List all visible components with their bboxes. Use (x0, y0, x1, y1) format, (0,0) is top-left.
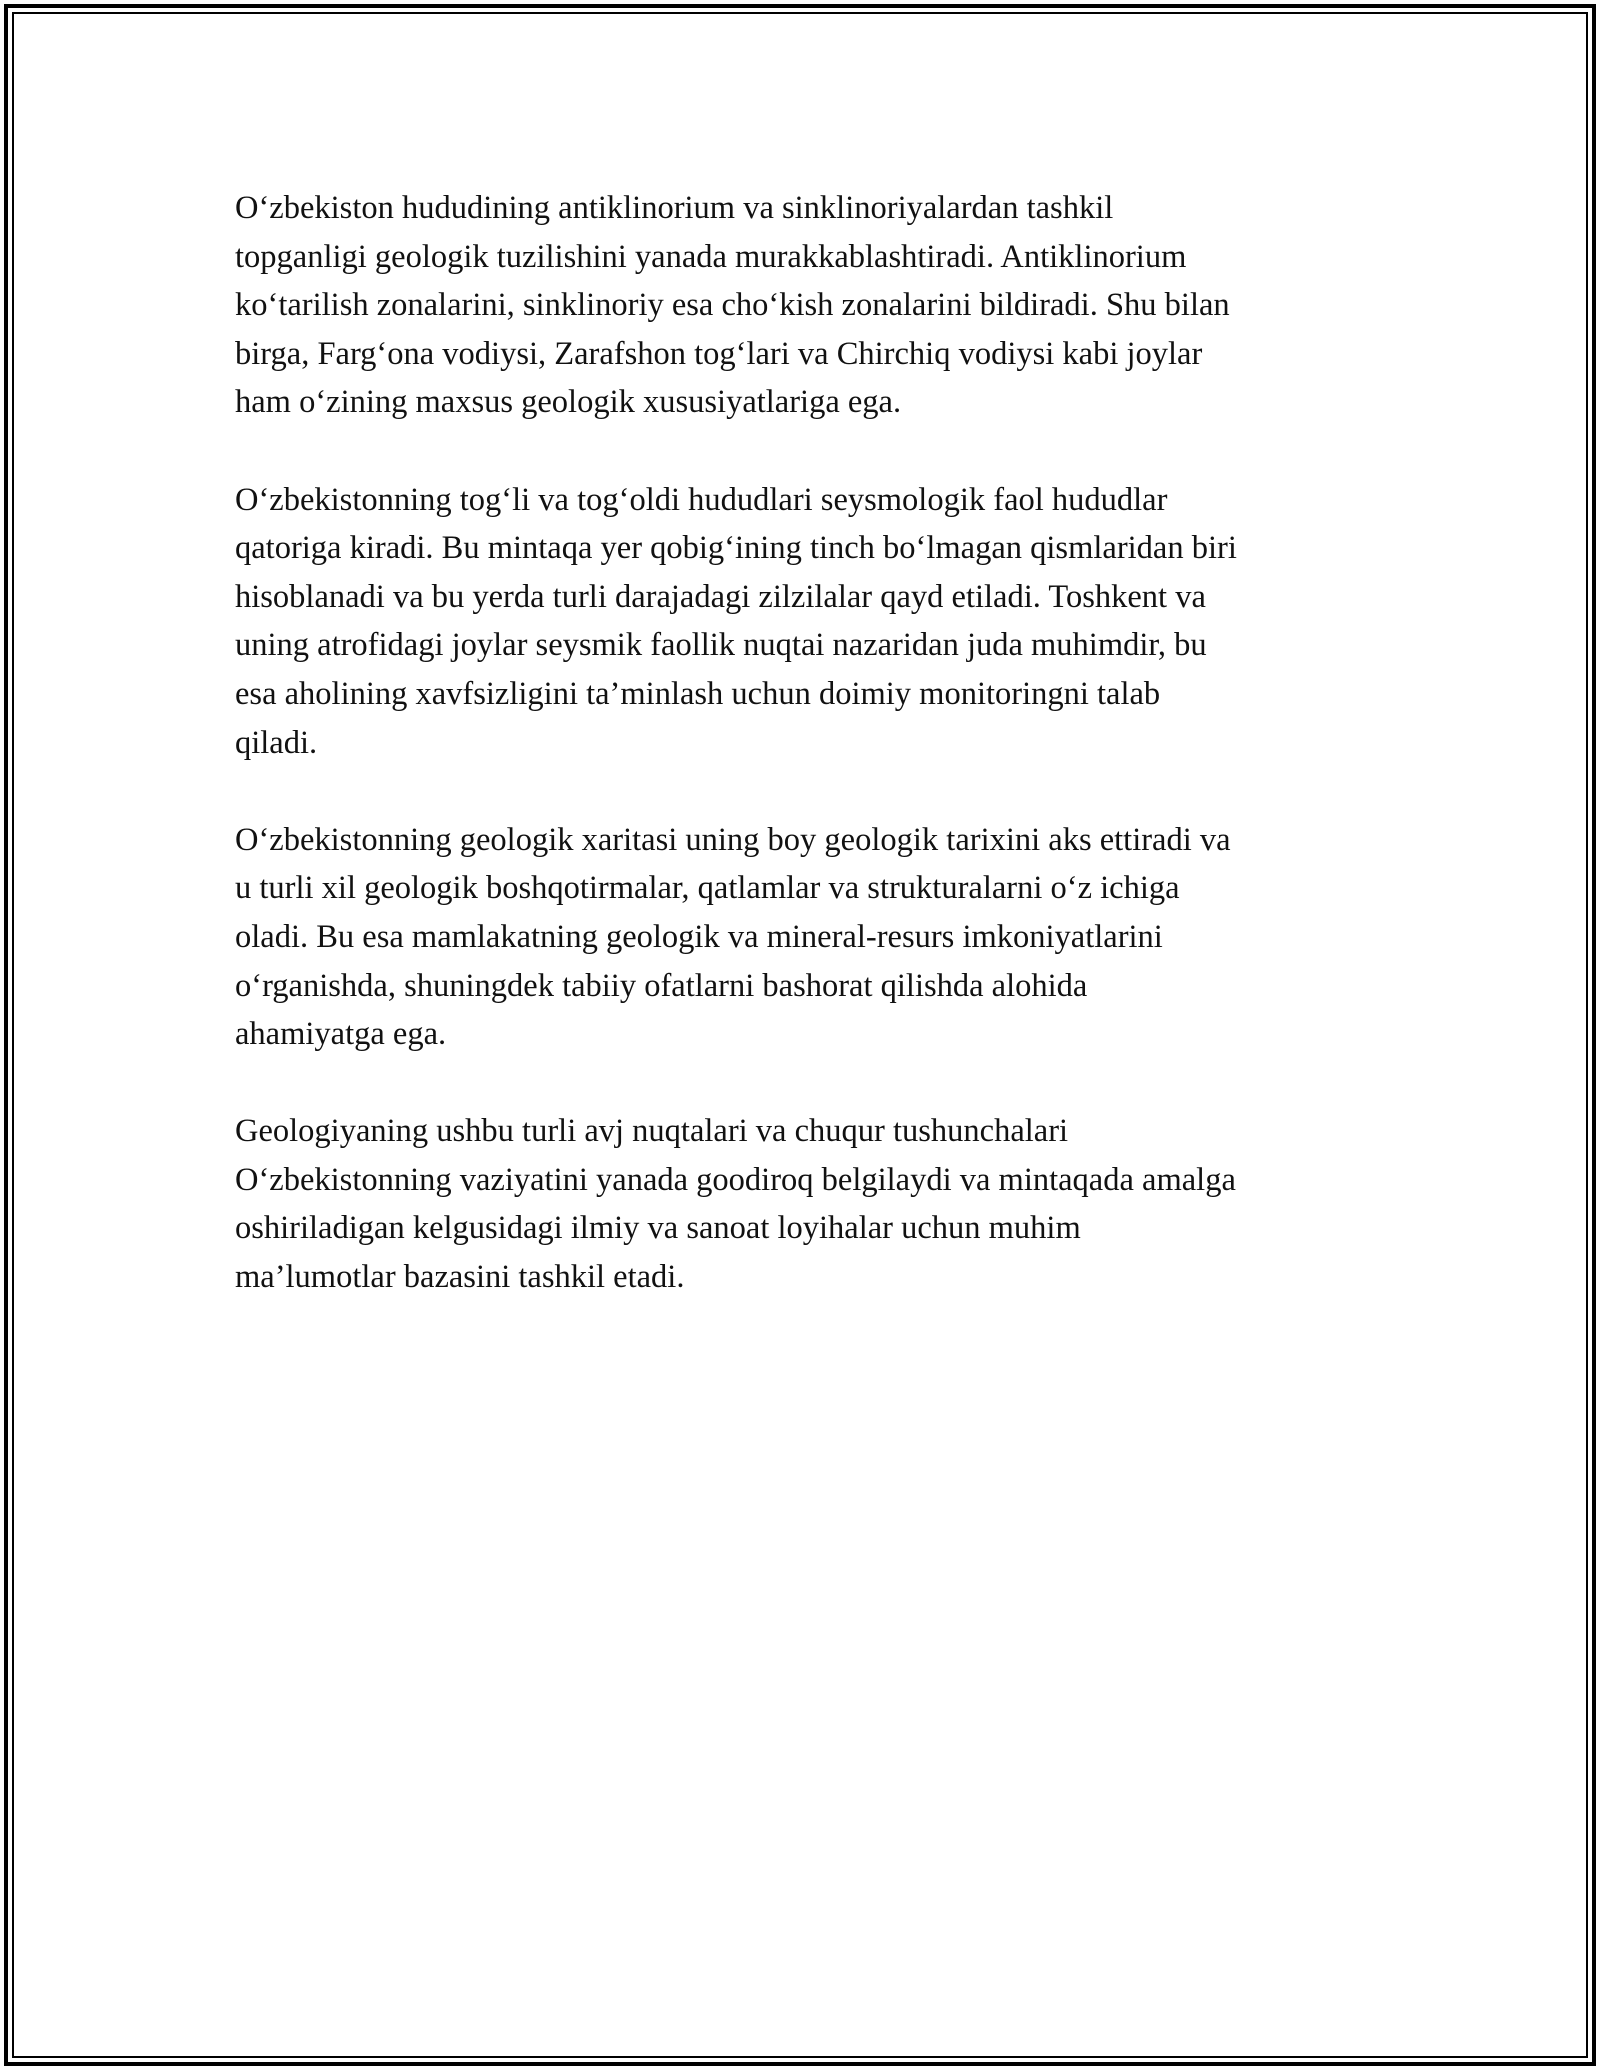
document-body (235, 184, 1375, 1350)
paragraph-geologik-xarita: O‘zbekistonning geologik xaritasi uning boy geologik tarixini aks ettiradi va u turli xil geologik boshqotirmalar, qatlamlar va strukturalarni o‘z ichiga oladi. Bu esa mamlakatning geologik va mineral-resurs imkoniyatlarini o‘rganishda, shuningdek tabiiy ofatlarni bashorat qilishda alohida ahamiyatga ega. (235, 821, 1231, 1053)
paragraph-geologiya-xulosa: Geologiyaning ushbu turli avj nuqtalari va chuqur tushunchalari O‘zbekistonning vaziyatini yanada goodiroq belgilaydi va mintaqada amalga oshiriladigan kelgusidagi ilmiy va sanoat loyihalar uchun muhim ma’lumotlar bazasini tashkil etadi. (235, 1113, 1236, 1296)
paragraph-antiklinorium: O‘zbekiston hududining antiklinorium va sinklinoriyalardan tashkil topganligi geologik tuzilishini yanada murakkablashtiradi. Antiklinorium ko‘tarilish zonalarini, sinklinoriy esa cho‘kish zonalarini bildiradi. Shu bilan birga, Farg‘ona vodiysi, Zarafshon tog‘lari va Chirchiq vodiysi kabi joylar ham o‘zining maxsus geologik xususiyatlariga ega. (235, 190, 1230, 421)
paragraph-seysmologik: O‘zbekistonning tog‘li va tog‘oldi hududlari seysmologik faol hududlar qatoriga kiradi. Bu mintaqa yer qobig‘ining tinch bo‘lmagan qismlaridan biri hisoblanadi va bu yerda turli darajadagi zilzilalar qayd etiladi. Toshkent va uning atrofidagi joylar seysmik faollik nuqtai nazaridan juda muhimdir, bu esa aholining xavfsizligini ta’minlash uchun doimiy monitoringni talab qiladi. (235, 481, 1237, 761)
